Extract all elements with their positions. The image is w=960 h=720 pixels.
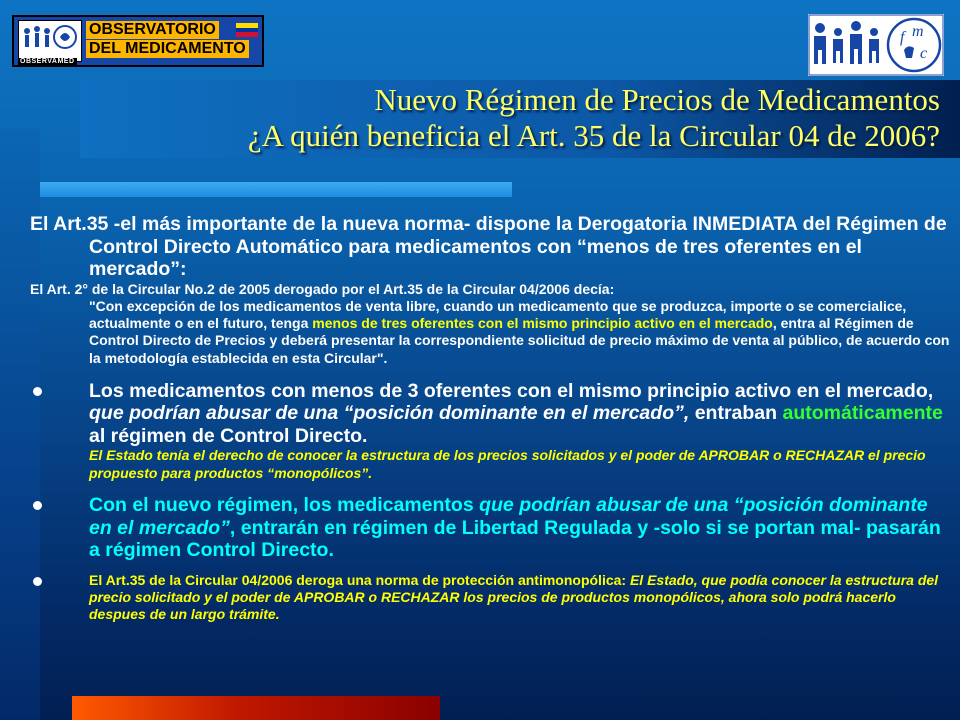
logo-line-1: OBSERVATORIO xyxy=(86,21,219,39)
intro-main-text: El Art.35 -el más importante de la nueva norma- dispone la Derogatoria INMEDIATA del Régimen de Control Directo Automático para medicamentos con “menos de tres oferentes en el mercado”: xyxy=(30,213,947,280)
bullet-item-1 xyxy=(30,380,950,482)
svg-text:c: c xyxy=(920,45,928,62)
colombia-flag-icon xyxy=(236,23,258,37)
bullet-item-2 xyxy=(30,494,950,562)
bottom-accent-bar xyxy=(72,696,440,720)
emblem-label: OBSERVAMED xyxy=(20,58,75,65)
bullet-dot-icon xyxy=(33,577,42,586)
observatorio-logo xyxy=(12,15,264,67)
svg-text:f: f xyxy=(900,29,905,46)
observamed-emblem-icon xyxy=(18,20,82,62)
bullet-3-italic: El Estado, que podía conocer la estructura del precio solicitado y el poder de APROBAR o RECHAZAR los precios de productos monopólicos, ahora solo podrá hacerlo despues de un largo trámite. xyxy=(89,571,939,623)
bullet-dot-icon xyxy=(33,501,42,510)
bullet-1-part1: Los medicamentos con menos de 3 oferentes con el mismo principio activo en el mercado, xyxy=(89,379,934,402)
bullet-2-part3: , entrarán en régimen de Libertad Regulada y -solo si se portan mal- pasarán a régimen Control Directo. xyxy=(89,516,941,562)
slide-body xyxy=(30,213,950,623)
bullet-1-text xyxy=(89,380,950,448)
quote-text-b: , entra al Régimen de Control Directo de Precios y deberá presentar la correspondiente solicitud de precio máximo de venta al público, de acuerdo con la metodología establecida en esta Circular". xyxy=(89,315,950,366)
bullet-1-part3: entraban xyxy=(689,402,783,425)
flag-stripe-red xyxy=(236,32,258,37)
svg-text:m: m xyxy=(912,23,924,40)
bullet-2-italic: que podrían abusar de una “posición dominante en el mercado” xyxy=(89,494,928,539)
title-underline-strip xyxy=(40,182,512,197)
quote-lead: El Art. 2° de la Circular No.2 de 2005 derogado por el Art.35 de la Circular 04/2006 decía: xyxy=(30,280,615,297)
slide-title: Nuevo Régimen de Precios de Medicamentos xyxy=(374,82,940,117)
bullet-3-text xyxy=(89,572,950,624)
fmc-children-logo-icon xyxy=(808,14,944,76)
slide-subtitle: ¿A quién beneficia el Art. 35 de la Circular 04 de 2006? xyxy=(247,118,940,153)
quote-text-a: "Con excepción de los medicamentos de venta libre, cuando un medicamento que se produzca, importe o se comercialice, actualmente o en el futuro, tenga xyxy=(89,297,907,332)
bullet-1-green: automáticamente xyxy=(782,402,943,425)
bullet-1-italic: que podrían abusar de una “posición dominante en el mercado”, xyxy=(89,402,690,425)
quote-highlight: menos de tres oferentes con el mismo principio activo en el mercado xyxy=(312,315,773,332)
bullet-2-part1: Con el nuevo régimen, los medicamentos xyxy=(89,494,480,517)
intro-paragraph xyxy=(30,213,950,367)
bullet-dot-icon xyxy=(33,387,42,396)
bullet-2-text xyxy=(89,494,950,562)
bullet-item-3 xyxy=(30,572,950,624)
bullet-1-note: El Estado tenía el derecho de conocer la estructura de los precios solicitados y el poder de APROBAR o RECHAZAR el precio propuesto para productos “monopólicos”. xyxy=(89,447,926,481)
fmc-logo xyxy=(808,14,944,76)
intro-quote xyxy=(30,280,950,367)
bullet-3-part1: El Art.35 de la Circular 04/2006 deroga una norma de protección antimonopólica: xyxy=(89,571,630,588)
bullet-1-part5: al régimen de Control Directo. xyxy=(89,424,368,447)
logo-line-2: DEL MEDICAMENTO xyxy=(86,40,249,58)
